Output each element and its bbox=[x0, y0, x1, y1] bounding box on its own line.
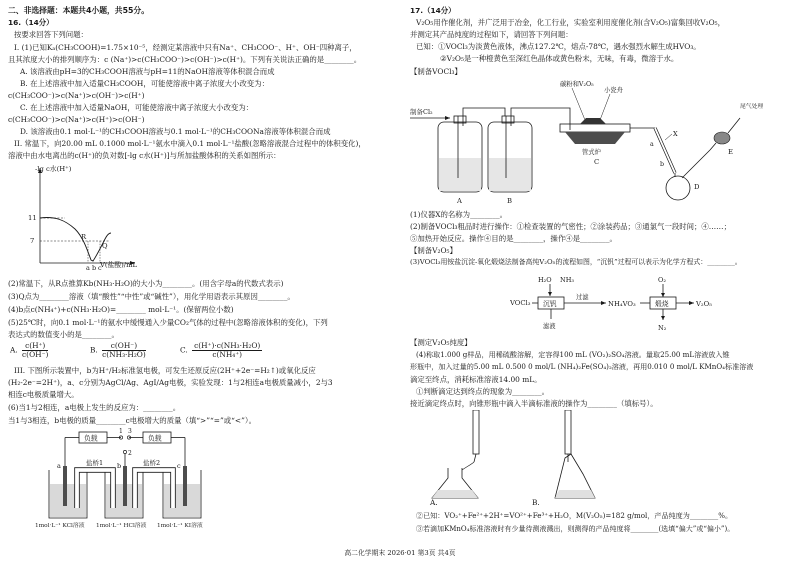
option-a-den: c(OH⁻) bbox=[22, 350, 49, 360]
flow-n2: N₂ bbox=[658, 324, 667, 332]
drying-tube-e-label: E bbox=[728, 148, 733, 156]
q17-line: (3)VOCl₃用铵盐沉淀-氧化煅烧法制备高纯V₂O₅的流程如图，“沉钒”过程可以表示为化学方程式：________。 bbox=[410, 258, 742, 266]
q17-known: 已知：①VOCl₃为淡黄色液体，沸点127.2℃，熔点-78℃，遇水强烈水解生成HVO₃。 bbox=[416, 42, 701, 51]
cl2-inlet-label: 制备Cl₂ bbox=[410, 108, 433, 116]
flow-end-v2o5: V₂O₅ bbox=[696, 300, 712, 308]
q17-line: (1)仪器X的名称为________。 bbox=[410, 210, 508, 219]
graph-point-r: R bbox=[81, 233, 87, 241]
left-column bbox=[0, 0, 400, 548]
sub-title-purity: 【测定V₂O₅纯度】 bbox=[410, 338, 472, 347]
solution-hcl: 1mol·L⁻¹ HCl溶液 bbox=[96, 523, 147, 529]
titration-figure-b bbox=[525, 410, 615, 502]
q16-option: B. 在上述溶液中加入适量CH₃COOH，可能使溶液中离子浓度大小改变为： bbox=[20, 79, 269, 88]
mix-label: 碳粉和V₂O₅ bbox=[560, 81, 594, 88]
q16-option: A. 该溶液由pH=3的CH₃COOH溶液与pH=11的NaOH溶液等体积混合而成 bbox=[20, 67, 275, 76]
electrode-c: c bbox=[177, 462, 181, 470]
option-a bbox=[10, 342, 50, 359]
condenser-x-label: X bbox=[673, 130, 678, 138]
q16-header: 16.（14分） bbox=[8, 18, 54, 27]
option-c-label: C. bbox=[180, 345, 188, 355]
flow-box-precipitate: 沉钒 bbox=[543, 300, 557, 308]
q16-line: (4)b点c(NH₄⁺)+c(NH₃·H₂O)=________ mol·L⁻¹。(保留两位小数) bbox=[8, 305, 234, 314]
inlet-a-label: a bbox=[650, 141, 654, 148]
furnace-label: 管式炉 bbox=[582, 149, 601, 156]
q16-line: II. 常温下，向20.00 mL 0.1000 mol·L⁻¹氨水中滴入0.1 mol·L⁻¹盐酸(忽略溶液混合过程中的体积变化)， bbox=[14, 139, 366, 148]
flow-filtrate: 滤液 bbox=[543, 323, 556, 330]
section-title: 二、非选择题：本题共4小题，共55分。 bbox=[8, 6, 150, 15]
q16-line: 表达式的数值变小的是________。 bbox=[8, 330, 119, 339]
bottle-b-label: B bbox=[507, 197, 512, 205]
graph-xpoint-b: b bbox=[92, 264, 97, 271]
q16-line: (3)Q点为________溶液（填“酸性”“中性”或“碱性”），用化学用语表示其原因________。 bbox=[8, 292, 295, 301]
q16-line: 按要求回答下列问题： bbox=[14, 30, 88, 39]
terminal-3: 3 bbox=[128, 428, 132, 435]
graph-xpoint-a: a bbox=[86, 264, 90, 271]
q17-line: (4)称取1.000 g样品，用稀硫酸溶解，定容得100 mL (VO₂)₂SO₄溶液。量取25.00 mL溶液放入锥 bbox=[416, 350, 730, 359]
bottle-a-label: A bbox=[457, 197, 462, 205]
solution-kcl: 1mol·L⁻¹ KCl溶液 bbox=[35, 523, 85, 529]
q16-line: 且其浓度大小的排列顺序为：c (Na⁺)>c(CH₃COO⁻)>c(OH⁻)>c(H⁺)。下列有关说法正确的是________。 bbox=[8, 55, 362, 64]
titration-figure-a bbox=[420, 410, 510, 502]
page-footer: 高二化学期末 2026·01 第3页 共4页 bbox=[344, 549, 456, 557]
flow-o2: O₂ bbox=[658, 276, 666, 284]
q17-line: 接近滴定终点时，向锥形瓶中滴入半滴标准液的操作为________（填标号）。 bbox=[410, 399, 658, 408]
option-c bbox=[180, 342, 264, 359]
graph-ylabel: -lg c水(H⁺) bbox=[35, 165, 72, 173]
figure-b-label: B. bbox=[532, 498, 540, 507]
q16-line: (2)常温下，从R点推算Kb(NH₃·H₂O)的大小为________。(用含字母a的代数式表示) bbox=[8, 279, 284, 288]
q17-line: ⑤加热开始反应。操作④目的是________，操作④是________。 bbox=[410, 234, 617, 243]
terminal-1: 1 bbox=[119, 428, 123, 435]
titration-graph bbox=[25, 163, 140, 271]
q16-line: III. 下图所示装置中，b为H⁺/H₂标准氢电极，可发生还原反应(2H⁺+2e⁻=H₂↑)或氧化反应 bbox=[14, 366, 316, 375]
flask-d-label: D bbox=[694, 183, 700, 191]
option-c-num: c(H⁺)·c(NH₃·H₂O) bbox=[194, 341, 261, 350]
q17-line: 形瓶中，加入过量的5.00 mL 0.500 0 mol/L (NH₄)₂Fe(SO₄)₂溶液，再用0.010 0 mol/L KMnO₄标准溶液 bbox=[410, 362, 754, 371]
q17-known: ②V₂O₅是一种橙黄色至深红色晶体或黄色粉末，无味，有毒，微溶于水。 bbox=[440, 54, 679, 63]
figure-a-label: A. bbox=[430, 498, 438, 507]
q16-line: (H₂-2e⁻=2H⁺)，a、c分别为AgCl/Ag、AgI/Ag电极，实验发现：1与2相连a电极质量减小，2与3 bbox=[8, 378, 333, 387]
sub-title-vocl3: 【制备VOCl₃】 bbox=[410, 67, 462, 76]
option-b-num: c(OH⁻) bbox=[102, 342, 146, 351]
q17-line: (2)制备VOCl₃粗品时进行操作：①检查装置的气密性；②涂装药品；③通氯气一段时间；④……； bbox=[410, 222, 731, 231]
terminal-2: 2 bbox=[128, 450, 132, 457]
q16-line: (5)25℃时，向0.1 mol·L⁻¹的氨水中缓慢通入少量CO₂气体的过程中(忽略溶液体积的变化)，下列 bbox=[8, 318, 328, 327]
q17-header: 17.（14分） bbox=[410, 6, 456, 15]
electrochemical-cell-diagram bbox=[35, 428, 255, 530]
flow-nh3: NH₃ bbox=[560, 276, 574, 284]
right-column bbox=[400, 0, 800, 548]
flow-filter-label: 过滤 bbox=[576, 294, 589, 301]
q17-line: ①判断滴定达到终点的现象为________。 bbox=[416, 387, 550, 396]
q16-option: C. 在上述溶液中加入适量NaOH，可能使溶液中离子浓度大小改变为： bbox=[20, 103, 254, 112]
q16-line: 溶液中由水电离出的c(H⁺)的负对数[-lg c水(H⁺)]与所加盐酸体积的关系如图所示： bbox=[8, 151, 281, 160]
salt-bridge-1: 盐桥1 bbox=[86, 459, 104, 467]
v2o5-process-flowchart bbox=[510, 272, 740, 334]
option-c-den: c(NH₄⁺) bbox=[212, 350, 243, 360]
q16-option: D. 该溶液由0.1 mol·L⁻¹的CH₃COOH溶液与0.1 mol·L⁻¹的CH₃COONa溶液等体积混合而成 bbox=[20, 127, 331, 136]
q16-line: 当1与3相连，b电极的质量________c电极增大的质量（填“>”“=”或“<”）。 bbox=[8, 416, 256, 425]
solution-ki: 1mol·L⁻¹ KI溶液 bbox=[157, 523, 203, 529]
electrode-b: b bbox=[117, 462, 122, 470]
inlet-b-label: b bbox=[660, 161, 665, 168]
flow-h2o: H₂O bbox=[538, 276, 552, 284]
q16-line: I. (1)已知Kₐ(CH₃COOH)=1.75×10⁻⁵，经测定某溶液中只有Na⁺、CH₃COO⁻、H⁺、OH⁻四种离子， bbox=[14, 43, 357, 52]
salt-bridge-2: 盐桥2 bbox=[143, 459, 161, 467]
sub-title-v2o5: 【制备V₂O₅】 bbox=[410, 246, 457, 255]
q17-line: ③若滴加KMnO₄标准溶液时有少量待测液溅出，则测得的产品纯度将________(选填“偏大”或“偏小”)。 bbox=[416, 525, 735, 533]
q17-intro: 并测定其产品纯度的过程如下，请回答下列问题： bbox=[410, 30, 573, 39]
flow-start: VOCl₃ bbox=[510, 299, 531, 307]
furnace-c-label: C bbox=[594, 158, 600, 166]
q16-line: c(CH₃COO⁻)>c(Na⁺)>c(H⁺)>c(OH⁻) bbox=[8, 115, 145, 124]
graph-ytick-7: 7 bbox=[30, 237, 35, 245]
option-a-num: c(H⁺) bbox=[22, 342, 48, 351]
graph-ytick-11: 11 bbox=[28, 214, 37, 222]
boat-label: 小瓷舟 bbox=[604, 87, 623, 94]
flow-box-calcine: 煅烧 bbox=[655, 300, 669, 308]
load-right-label: 负载 bbox=[148, 434, 162, 443]
tail-gas-label: 尾气处理 bbox=[740, 104, 764, 110]
electrode-a: a bbox=[57, 462, 61, 470]
graph-point-q: Q bbox=[102, 242, 108, 250]
q16-line: 相连c电极质量增大。 bbox=[8, 390, 79, 399]
flow-product-nh4vo3: NH₄VO₃ bbox=[608, 300, 636, 308]
option-b-label: B. bbox=[90, 345, 98, 355]
q17-line: 滴定至终点，消耗标准溶液14.00 mL。 bbox=[410, 375, 542, 384]
option-b bbox=[90, 342, 148, 359]
option-b-den: c(NH₃·H₂O) bbox=[102, 350, 146, 360]
option-a-label: A. bbox=[10, 345, 18, 355]
q16-line: (6)当1与2相连，a电极上发生的反应为：________。 bbox=[8, 403, 181, 412]
q17-line: ②已知：VO₂⁺+Fe²⁺+2H⁺=VO²⁺+Fe³⁺+H₂O，M(V₂O₅)=182 g/mol，产品纯度为________%。 bbox=[416, 511, 733, 520]
graph-xpoint-c: c bbox=[98, 264, 102, 271]
graph-xlabel: V(盐酸)/mL bbox=[100, 261, 138, 269]
vocl3-apparatus-diagram bbox=[410, 78, 785, 208]
load-left-label: 负载 bbox=[84, 434, 98, 443]
q17-intro: V₂O₅用作催化剂，并广泛用于冶金，化工行业，实验室利用度催化剂(含V₂O₅)富集回收V₂O₅， bbox=[416, 18, 726, 27]
q16-line: c(CH₃COO⁻)>c(Na⁺)>c(OH⁻)>c(H⁺) bbox=[8, 91, 145, 100]
